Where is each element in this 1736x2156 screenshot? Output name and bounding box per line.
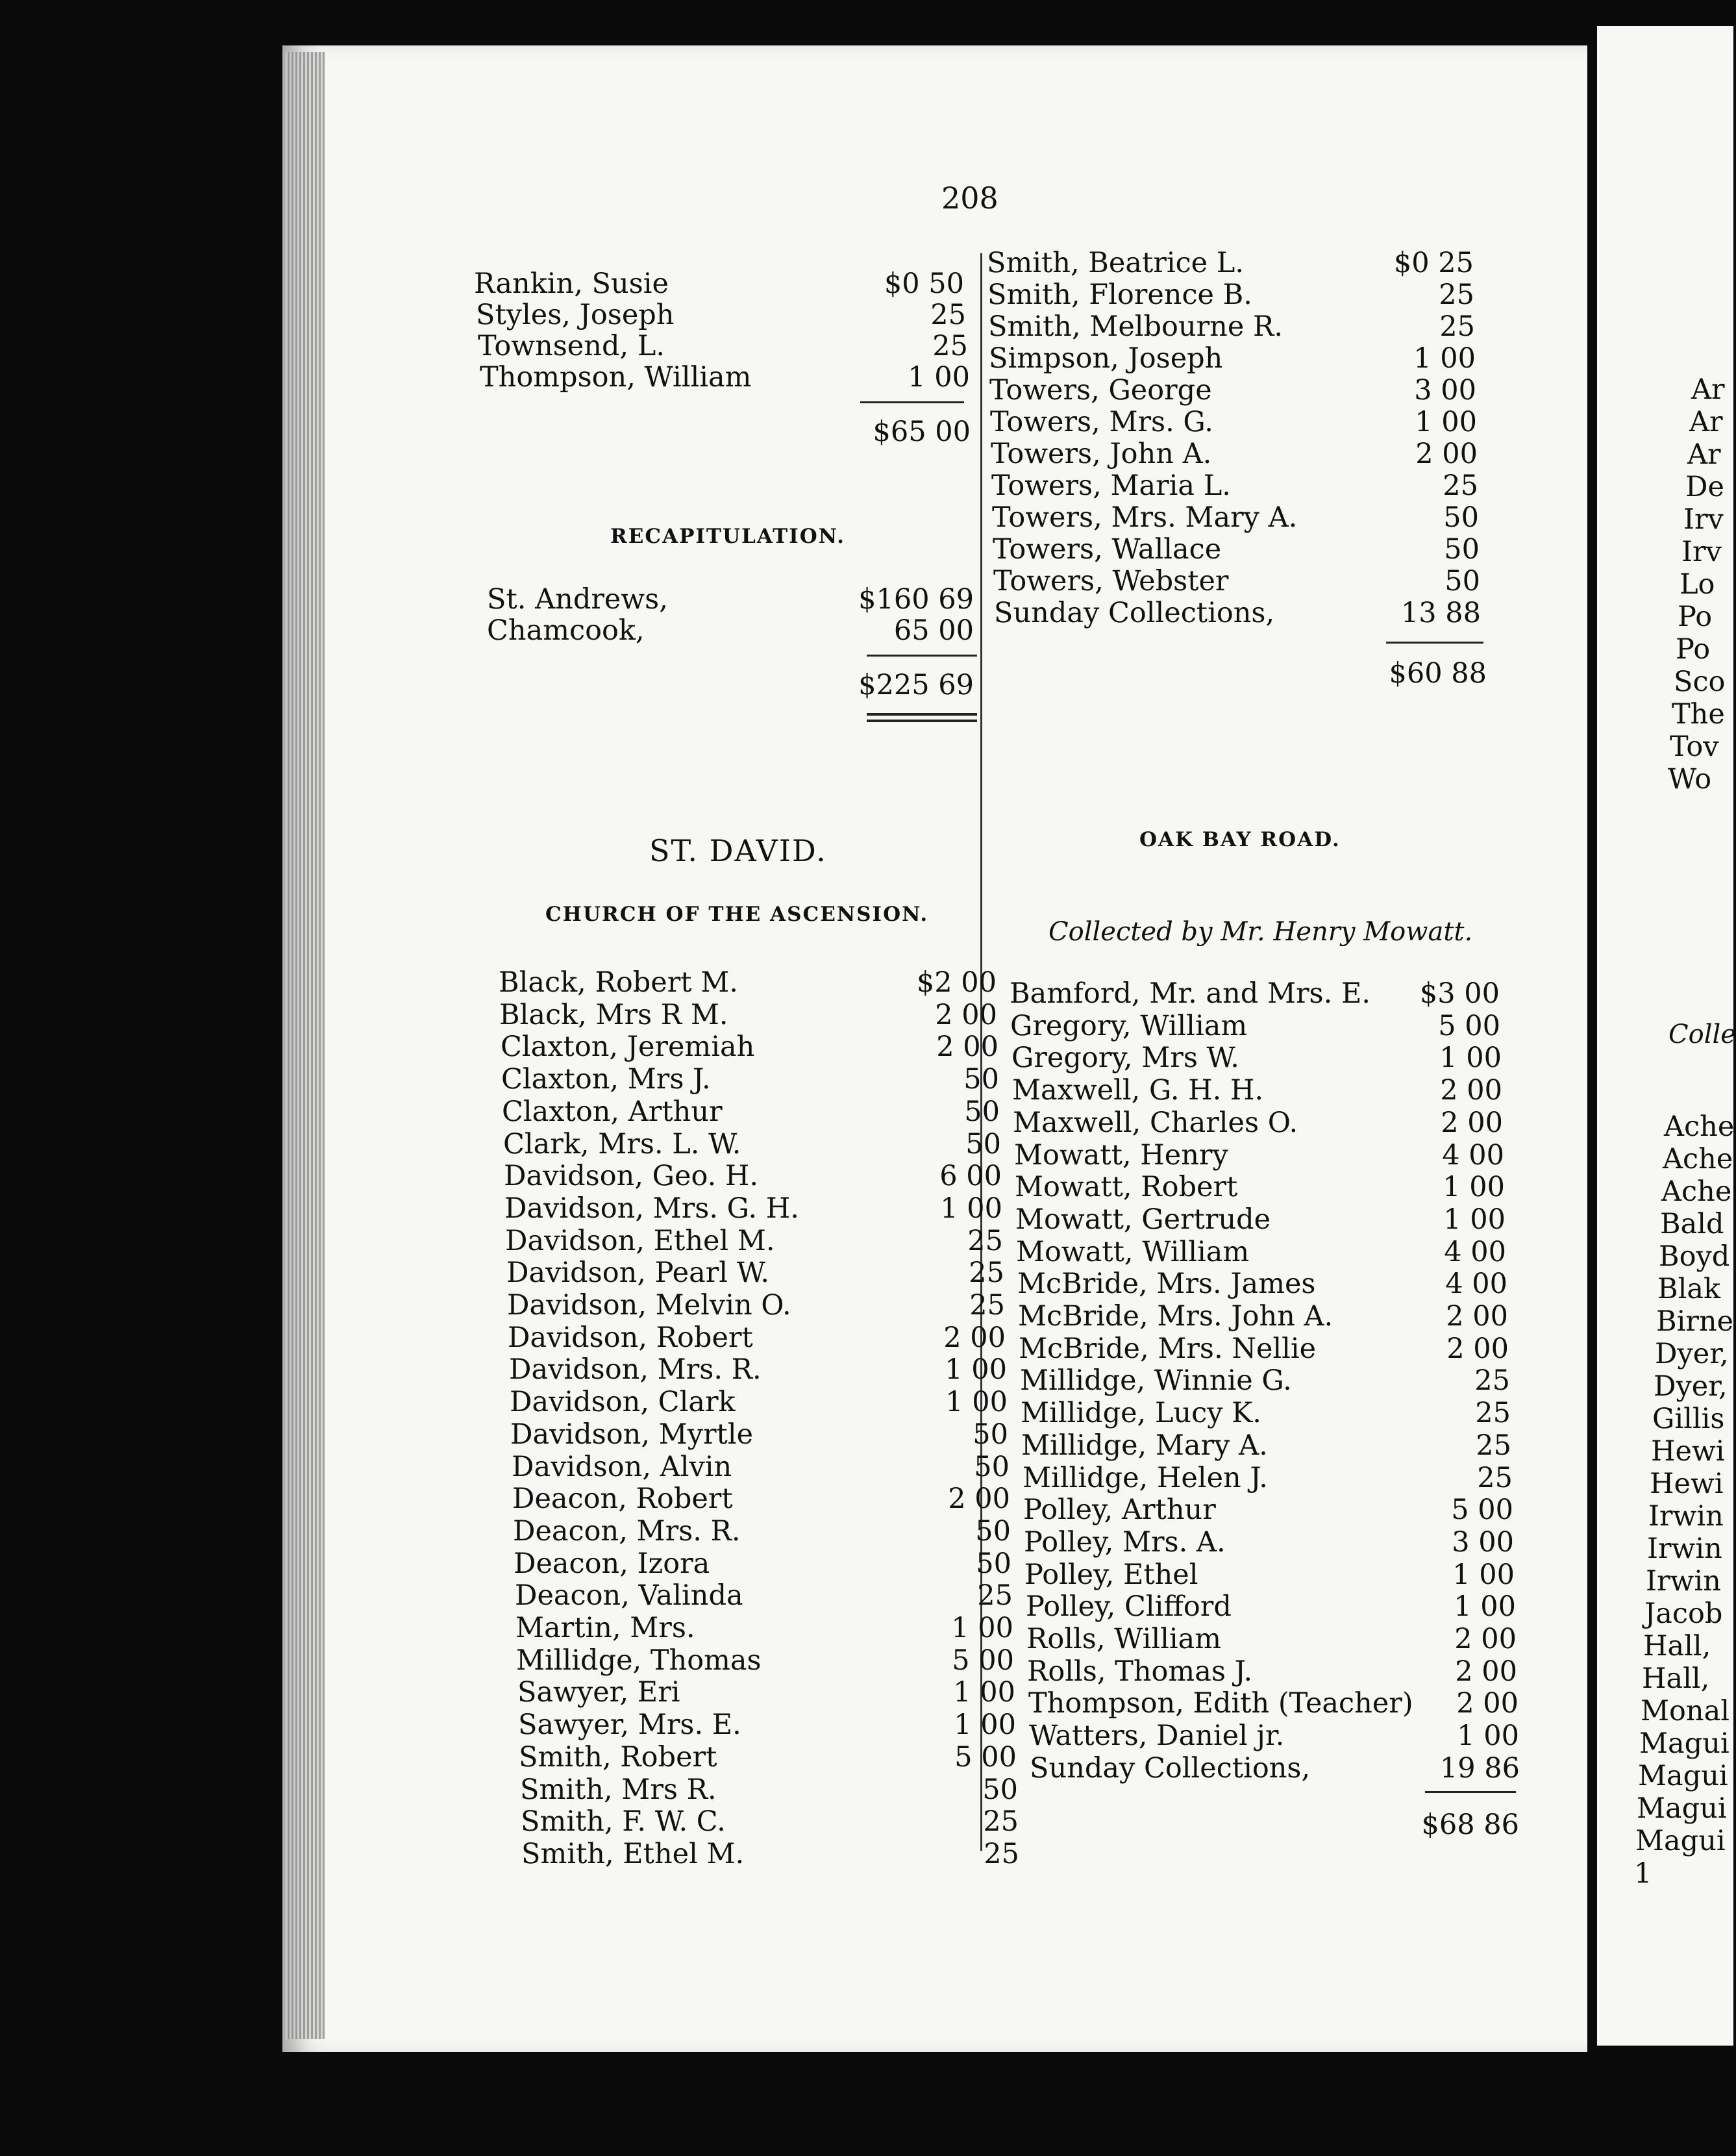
right-top-entry-amount: 50 bbox=[1443, 501, 1479, 534]
st-david-entry-name: Davidson, Alvin bbox=[512, 1450, 732, 1483]
right-fragment-top: De bbox=[1685, 471, 1724, 503]
oak-bay-entry-amount: 2 00 bbox=[1456, 1687, 1519, 1720]
right-fragment-bottom: Hall, bbox=[1643, 1630, 1711, 1662]
st-david-entry-amount: 2 00 bbox=[948, 1483, 1010, 1516]
oak-bay-entry-amount: 25 bbox=[1475, 1397, 1511, 1430]
oak-bay-entry-amount: 2 00 bbox=[1440, 1074, 1502, 1107]
st-david-entry-amount: 50 bbox=[974, 1450, 1010, 1483]
oak-bay-entry-amount: 4 00 bbox=[1444, 1235, 1506, 1268]
oak-bay-entry-name: Millidge, Mary A. bbox=[1021, 1429, 1268, 1462]
oak-bay-entry-name: Maxwell, Charles O. bbox=[1013, 1106, 1298, 1139]
st-david-entry-amount: 1 00 bbox=[945, 1353, 1007, 1386]
right-fragment-top: Irv bbox=[1681, 536, 1722, 568]
right-fragment-bottom: Hewi bbox=[1651, 1435, 1725, 1468]
st-david-entry-amount: 2 00 bbox=[936, 1031, 998, 1064]
right-top-entry-amount: 50 bbox=[1445, 565, 1480, 597]
st-david-entry-name: Smith, F. W. C. bbox=[521, 1805, 726, 1838]
oak-bay-entry-amount: 1 00 bbox=[1452, 1558, 1515, 1591]
right-fragment-bottom: Dyer, bbox=[1655, 1338, 1729, 1370]
right-fragment-bottom: Irwin bbox=[1648, 1500, 1724, 1533]
oak-bay-entry-name: Rolls, Thomas J. bbox=[1027, 1655, 1253, 1688]
rule-line bbox=[1425, 1791, 1516, 1793]
right-fragment-top: Wo bbox=[1668, 763, 1712, 796]
st-david-entry-name: Davidson, Geo. H. bbox=[504, 1160, 759, 1193]
right-fragment-bottom: Birne bbox=[1656, 1305, 1734, 1338]
st-david-entry-name: Claxton, Mrs J. bbox=[501, 1063, 711, 1096]
oak-bay-entry-amount: 1 00 bbox=[1439, 1042, 1502, 1075]
right-fragment-bottom: Jacob bbox=[1644, 1598, 1723, 1630]
st-david-entry-name: Davidson, Robert bbox=[508, 1321, 753, 1354]
oak-bay-entry-name: Rolls, William bbox=[1026, 1623, 1222, 1655]
oak-bay-entry-name: Gregory, Mrs W. bbox=[1011, 1042, 1239, 1075]
oak-bay-entry-amount: 25 bbox=[1476, 1429, 1511, 1462]
st-david-entry-amount: 50 bbox=[965, 1127, 1001, 1160]
right-top-entry-amount: 3 00 bbox=[1414, 374, 1476, 407]
right-fragment-bottom: Magui bbox=[1637, 1792, 1727, 1825]
oak-bay-collector: Collected by Mr. Henry Mowatt. bbox=[1048, 917, 1473, 947]
st-david-entry-name: Sawyer, Mrs. E. bbox=[518, 1709, 741, 1742]
st-david-entry-amount: 50 bbox=[975, 1514, 1011, 1548]
recap-entry-name: Chamcook, bbox=[487, 614, 645, 647]
st-david-entry-name: Smith, Mrs R. bbox=[520, 1773, 717, 1806]
oak-bay-entry-name: Millidge, Lucy K. bbox=[1021, 1397, 1261, 1430]
right-fragment-bottom: Magui bbox=[1635, 1825, 1726, 1857]
right-top-entry-name: Smith, Beatrice L. bbox=[987, 247, 1244, 279]
right-top-entry-amount: 1 00 bbox=[1415, 406, 1477, 438]
right-fragment-top: Ar bbox=[1687, 438, 1721, 471]
oak-bay-entry-amount: 5 00 bbox=[1438, 1009, 1500, 1042]
st-david-entry-name: Davidson, Myrtle bbox=[510, 1418, 754, 1451]
right-top-entry-name: Towers, Mrs. Mary A. bbox=[992, 501, 1298, 534]
oak-bay-total: $68 86 bbox=[1421, 1809, 1519, 1841]
oak-bay-entry-name: Sunday Collections, bbox=[1030, 1751, 1311, 1785]
oak-bay-entry-amount: 5 00 bbox=[1451, 1494, 1513, 1527]
right-top-entry-name: Simpson, Joseph bbox=[989, 342, 1223, 375]
right-fragment-bottom: Gillis bbox=[1652, 1403, 1725, 1435]
st-david-entry-amount: 25 bbox=[969, 1257, 1004, 1290]
st-david-entry-name: Claxton, Arthur bbox=[502, 1095, 723, 1128]
oak-bay-entry-name: McBride, Mrs. Nellie bbox=[1019, 1332, 1317, 1365]
st-david-entry-amount: 50 bbox=[964, 1095, 1000, 1128]
left-top-entry-name: Townsend, L. bbox=[478, 330, 665, 362]
st-david-entry-name: Deacon, Valinda bbox=[515, 1579, 743, 1612]
st-david-entry-amount: 25 bbox=[969, 1289, 1005, 1322]
right-fragment-bottom: Magui bbox=[1638, 1760, 1728, 1792]
oak-bay-entry-amount: 1 00 bbox=[1457, 1720, 1519, 1753]
right-top-entry-amount: 2 00 bbox=[1415, 438, 1478, 470]
double-rule bbox=[867, 713, 977, 716]
recap-entry-name: St. Andrews, bbox=[487, 583, 668, 616]
oak-bay-entry-name: Bamford, Mr. and Mrs. E. bbox=[1010, 977, 1370, 1010]
oak-bay-entry-amount: 1 00 bbox=[1454, 1590, 1516, 1623]
right-fragment-top: Ar bbox=[1691, 373, 1725, 406]
st-david-entry-amount: 25 bbox=[983, 1805, 1019, 1838]
right-top-entry-name: Sunday Collections, bbox=[994, 597, 1275, 629]
oak-bay-entry-name: Maxwell, G. H. H. bbox=[1012, 1074, 1264, 1107]
right-fragment-heading: Colle bbox=[1668, 1020, 1736, 1049]
oak-bay-entry-name: Thompson, Edith (Teacher) bbox=[1028, 1687, 1413, 1720]
right-top-entry-amount: 25 bbox=[1439, 310, 1475, 343]
right-top-entry-name: Towers, Maria L. bbox=[991, 470, 1231, 502]
right-fragment-top: Po bbox=[1676, 633, 1711, 666]
oak-bay-entry-name: Mowatt, Robert bbox=[1015, 1171, 1238, 1204]
left-top-entry-name: Thompson, William bbox=[480, 361, 752, 394]
st-david-entry-name: Davidson, Clark bbox=[510, 1386, 736, 1419]
right-fragment-bottom: Ache bbox=[1661, 1175, 1732, 1208]
oak-bay-title: OAK BAY ROAD. bbox=[1139, 828, 1341, 851]
right-top-entry-name: Smith, Florence B. bbox=[987, 279, 1252, 311]
right-fragment-top: Ar bbox=[1689, 406, 1723, 438]
right-fragment-bottom: Hewi bbox=[1650, 1468, 1724, 1500]
st-david-entry-name: Black, Robert M. bbox=[499, 966, 738, 999]
st-david-entry-amount: 1 00 bbox=[940, 1192, 1002, 1225]
left-top-entry-amount: $0 50 bbox=[884, 268, 964, 300]
st-david-entry-amount: 25 bbox=[967, 1224, 1003, 1257]
right-top-entry-name: Towers, Mrs. G. bbox=[990, 406, 1213, 438]
right-top-entry-amount: 25 bbox=[1443, 470, 1478, 502]
st-david-entry-amount: 50 bbox=[982, 1773, 1018, 1806]
right-fragment-bottom: Magui bbox=[1639, 1727, 1730, 1760]
st-david-entry-amount: 2 00 bbox=[943, 1321, 1006, 1354]
right-top-entry-amount: 50 bbox=[1444, 533, 1480, 566]
oak-bay-entry-name: Mowatt, Gertrude bbox=[1015, 1203, 1271, 1236]
right-fragment-bottom: Dyer, bbox=[1654, 1370, 1728, 1403]
right-fragment-top: Irv bbox=[1683, 503, 1724, 536]
oak-bay-entry-name: Polley, Clifford bbox=[1026, 1590, 1232, 1623]
oak-bay-entry-amount: 4 00 bbox=[1442, 1138, 1504, 1172]
st-david-entry-amount: 5 00 bbox=[952, 1644, 1014, 1677]
st-david-entry-name: Millidge, Thomas bbox=[516, 1644, 762, 1677]
right-top-entry-name: Towers, George bbox=[989, 374, 1212, 407]
oak-bay-entry-amount: 1 00 bbox=[1443, 1203, 1506, 1236]
recap-entry-amount: 65 00 bbox=[893, 614, 974, 647]
right-top-entry-amount: 25 bbox=[1439, 279, 1474, 311]
left-top-entry-name: Rankin, Susie bbox=[474, 268, 669, 300]
st-david-subtitle: CHURCH OF THE ASCENSION. bbox=[545, 903, 929, 926]
st-david-entry-amount: 25 bbox=[977, 1579, 1013, 1612]
st-david-entry-name: Davidson, Pearl W. bbox=[506, 1257, 770, 1290]
st-david-entry-amount: 50 bbox=[976, 1547, 1011, 1580]
st-david-entry-amount: 6 00 bbox=[939, 1160, 1002, 1193]
left-top-entry-amount: 1 00 bbox=[908, 361, 970, 394]
st-david-entry-name: Deacon, Mrs. R. bbox=[513, 1514, 741, 1548]
right-top-entry-name: Towers, John A. bbox=[991, 438, 1212, 470]
right-top-entry-amount: 1 00 bbox=[1413, 342, 1476, 375]
right-fragment-top: Po bbox=[1678, 601, 1713, 633]
oak-bay-entry-name: Mowatt, Henry bbox=[1014, 1138, 1228, 1172]
page-edges bbox=[286, 52, 325, 2039]
oak-bay-entry-amount: $3 00 bbox=[1419, 977, 1500, 1010]
oak-bay-entry-amount: 25 bbox=[1474, 1364, 1510, 1398]
right-fragment-bottom: Irwin bbox=[1647, 1533, 1722, 1565]
oak-bay-entry-amount: 25 bbox=[1477, 1461, 1513, 1494]
st-david-entry-name: Deacon, Robert bbox=[512, 1483, 733, 1516]
oak-bay-entry-name: Polley, Ethel bbox=[1024, 1558, 1198, 1591]
st-david-entry-name: Smith, Ethel M. bbox=[521, 1837, 745, 1870]
rule-line bbox=[1386, 642, 1483, 644]
right-fragment-bottom: Ache bbox=[1663, 1143, 1733, 1175]
recap-entry-amount: $160 69 bbox=[858, 583, 974, 616]
st-david-entry-amount: $2 00 bbox=[916, 966, 997, 999]
oak-bay-entry-amount: 2 00 bbox=[1446, 1300, 1508, 1333]
oak-bay-entry-amount: 2 00 bbox=[1446, 1332, 1509, 1365]
st-david-entry-amount: 50 bbox=[963, 1063, 999, 1096]
page-number: 208 bbox=[941, 181, 998, 216]
left-top-entry-amount: 25 bbox=[932, 330, 968, 362]
right-fragment-bottom: 1 bbox=[1634, 1857, 1652, 1890]
st-david-entry-name: Sawyer, Eri bbox=[517, 1676, 680, 1709]
oak-bay-entry-amount: 4 00 bbox=[1445, 1268, 1507, 1301]
oak-bay-entry-amount: 19 86 bbox=[1439, 1751, 1520, 1785]
st-david-entry-name: Claxton, Jeremiah bbox=[501, 1031, 755, 1064]
st-david-entry-amount: 50 bbox=[973, 1418, 1008, 1451]
right-fragment-bottom: Monal bbox=[1641, 1695, 1730, 1727]
right-fragment-bottom: Irwin bbox=[1646, 1565, 1721, 1598]
right-fragment-bottom: Bald bbox=[1660, 1208, 1724, 1240]
oak-bay-entry-amount: 1 00 bbox=[1443, 1171, 1505, 1204]
st-david-entry-name: Davidson, Melvin O. bbox=[507, 1289, 791, 1322]
st-david-entry-name: Davidson, Ethel M. bbox=[505, 1224, 775, 1257]
oak-bay-entry-name: Watters, Daniel jr. bbox=[1029, 1720, 1285, 1753]
right-top-entry-name: Towers, Wallace bbox=[993, 533, 1222, 566]
oak-bay-entry-name: Polley, Mrs. A. bbox=[1024, 1525, 1226, 1559]
recapitulation-heading: RECAPITULATION. bbox=[610, 525, 845, 548]
st-david-title: ST. DAVID. bbox=[649, 833, 827, 868]
oak-bay-entry-amount: 3 00 bbox=[1452, 1525, 1514, 1559]
right-fragment-bottom: Blak bbox=[1657, 1273, 1721, 1305]
oak-bay-entry-name: McBride, Mrs. James bbox=[1017, 1268, 1316, 1301]
right-top-total: $60 88 bbox=[1389, 657, 1487, 690]
right-top-entry-name: Towers, Webster bbox=[993, 565, 1229, 597]
left-top-total: $65 00 bbox=[873, 416, 971, 448]
st-david-entry-name: Deacon, Izora bbox=[514, 1547, 710, 1580]
double-rule bbox=[867, 720, 977, 722]
right-fragment-top: The bbox=[1672, 698, 1725, 731]
right-fragment-bottom: Hall, bbox=[1642, 1662, 1710, 1695]
oak-bay-entry-name: Gregory, William bbox=[1010, 1009, 1248, 1042]
oak-bay-entry-amount: 2 00 bbox=[1441, 1106, 1503, 1139]
st-david-entry-name: Black, Mrs R M. bbox=[499, 998, 728, 1031]
st-david-entry-name: Davidson, Mrs. R. bbox=[509, 1353, 762, 1386]
st-david-entry-name: Davidson, Mrs. G. H. bbox=[504, 1192, 799, 1225]
right-fragment-bottom: Ache bbox=[1664, 1110, 1735, 1143]
oak-bay-entry-amount: 2 00 bbox=[1454, 1623, 1517, 1655]
left-top-entry-name: Styles, Joseph bbox=[476, 299, 675, 331]
right-top-entry-amount: $0 25 bbox=[1393, 247, 1474, 279]
right-top-entry-name: Smith, Melbourne R. bbox=[988, 310, 1283, 343]
left-top-entry-amount: 25 bbox=[930, 299, 966, 331]
st-david-entry-amount: 25 bbox=[984, 1837, 1019, 1870]
right-fragment-top: Tov bbox=[1670, 731, 1719, 763]
oak-bay-entry-name: Millidge, Helen J. bbox=[1023, 1461, 1268, 1494]
oak-bay-entry-name: Mowatt, William bbox=[1016, 1235, 1250, 1268]
oak-bay-entry-name: Polley, Arthur bbox=[1023, 1494, 1216, 1527]
right-fragment-bottom: Boyd bbox=[1659, 1240, 1730, 1273]
st-david-entry-amount: 1 00 bbox=[953, 1676, 1015, 1709]
oak-bay-entry-amount: 2 00 bbox=[1455, 1655, 1517, 1688]
rule-line bbox=[860, 401, 964, 403]
st-david-entry-name: Smith, Robert bbox=[519, 1740, 717, 1774]
st-david-entry-amount: 1 00 bbox=[951, 1612, 1013, 1644]
st-david-entry-amount: 2 00 bbox=[935, 998, 997, 1031]
right-top-entry-amount: 13 88 bbox=[1400, 597, 1481, 629]
rule-line bbox=[867, 655, 977, 657]
right-fragment-top: Sco bbox=[1674, 666, 1726, 698]
recap-total: $225 69 bbox=[858, 669, 974, 701]
right-fragment-top: Lo bbox=[1680, 568, 1715, 601]
oak-bay-entry-name: Millidge, Winnie G. bbox=[1020, 1364, 1292, 1398]
st-david-entry-amount: 1 00 bbox=[954, 1709, 1016, 1742]
st-david-entry-name: Clark, Mrs. L. W. bbox=[503, 1127, 741, 1160]
st-david-entry-amount: 5 00 bbox=[954, 1740, 1017, 1774]
oak-bay-entry-name: McBride, Mrs. John A. bbox=[1018, 1300, 1333, 1333]
st-david-entry-name: Martin, Mrs. bbox=[515, 1612, 695, 1644]
st-david-entry-amount: 1 00 bbox=[945, 1386, 1008, 1419]
